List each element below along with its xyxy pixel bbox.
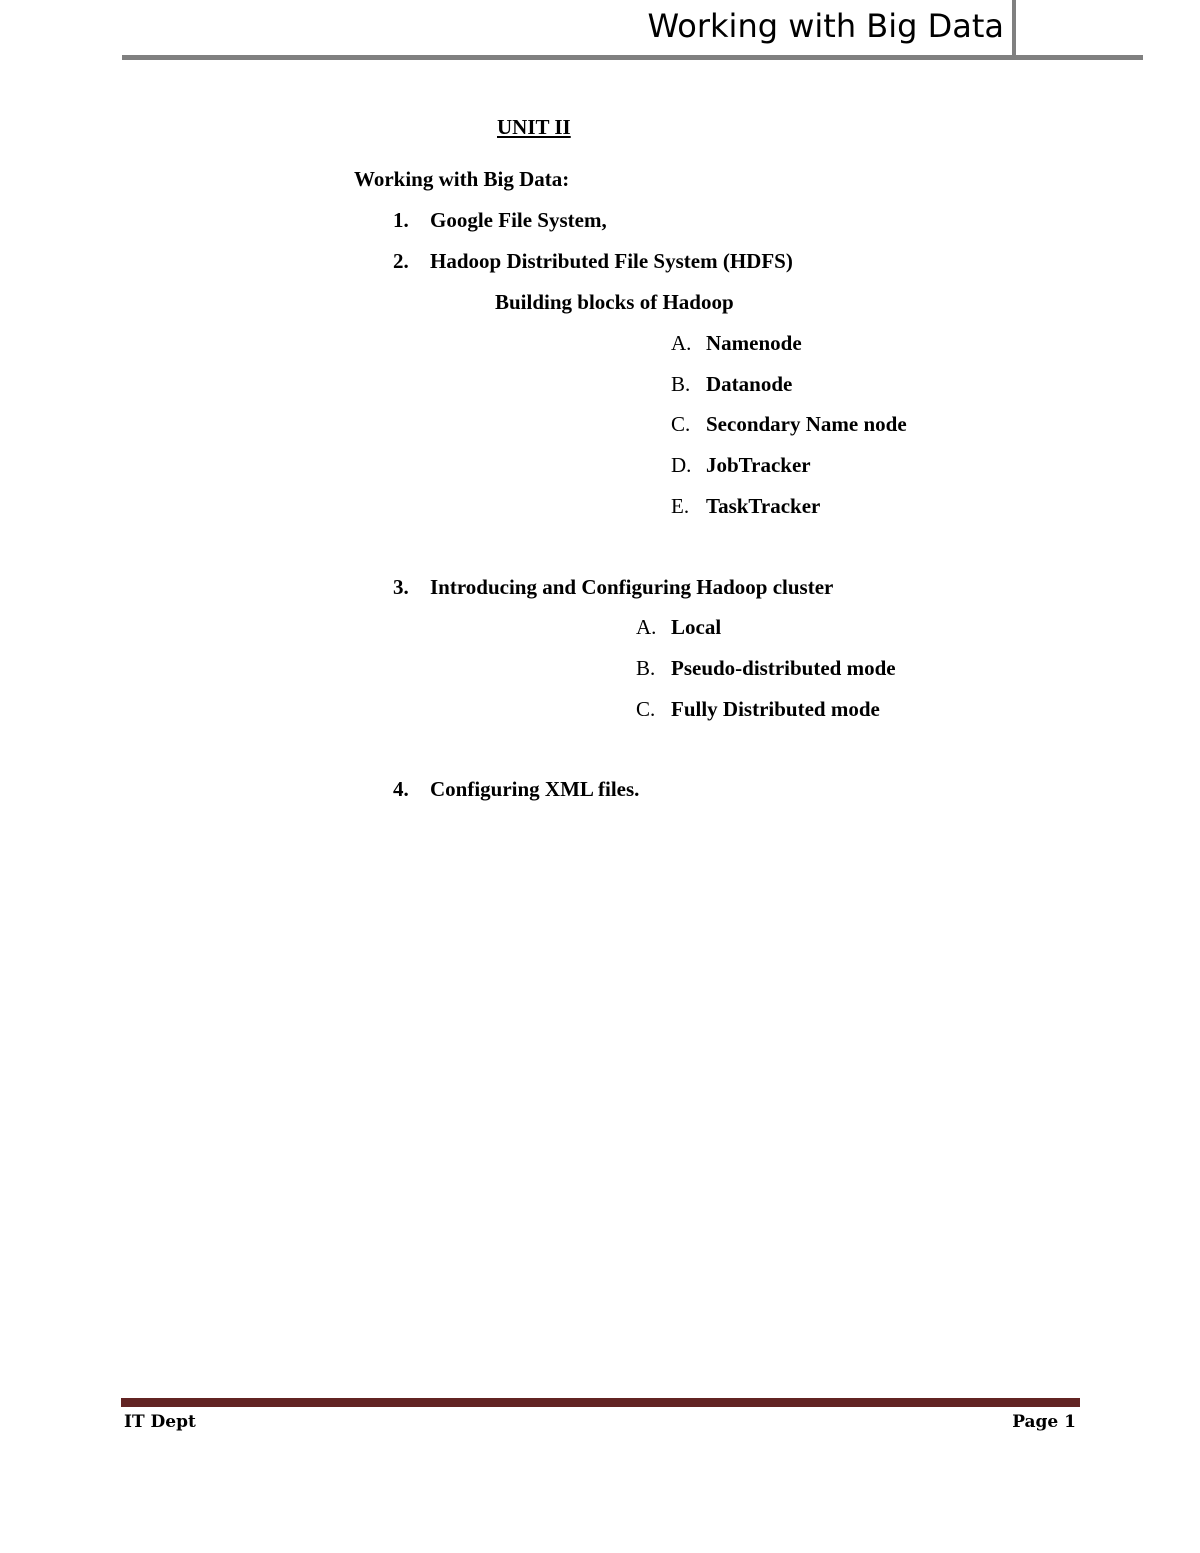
sub-list-item: Secondary Name node xyxy=(706,412,907,436)
sub-list-item: Fully Distributed mode xyxy=(671,697,880,721)
list-item: Introducing and Configuring Hadoop cluster xyxy=(430,575,834,599)
sub-list-item: Local xyxy=(671,615,722,639)
list-item: Hadoop Distributed File System (HDFS) xyxy=(430,249,793,273)
sub-list-item-marker: B. xyxy=(636,656,656,680)
footer-page-number: Page 1 xyxy=(1012,1412,1076,1432)
sub-list-item-marker: A. xyxy=(636,615,657,639)
header-horizontal-rule xyxy=(122,55,1143,60)
sub-list-item: JobTracker xyxy=(706,453,811,477)
sub-list-item: Pseudo-distributed mode xyxy=(671,656,896,680)
header-title: Working with Big Data xyxy=(647,7,1004,45)
sub-list-item: Namenode xyxy=(706,331,802,355)
header-vertical-rule xyxy=(1012,0,1016,56)
sub-list-item-marker: C. xyxy=(636,697,656,721)
sub-list-item-marker: B. xyxy=(671,372,691,396)
footer-department: IT Dept xyxy=(124,1412,196,1432)
sub-list-item-marker: C. xyxy=(671,412,691,436)
unit-heading: UNIT II xyxy=(497,115,571,139)
section-heading: Working with Big Data: xyxy=(354,167,570,191)
list-item-marker: 2. xyxy=(393,249,409,273)
footer-rule xyxy=(121,1398,1080,1407)
sub-list-item: TaskTracker xyxy=(706,494,821,518)
list-item: Configuring XML files. xyxy=(430,777,640,801)
list-item-marker: 4. xyxy=(393,777,409,801)
list-item-marker: 1. xyxy=(393,208,409,232)
list-item-marker: 3. xyxy=(393,575,409,599)
sub-list-item-marker: E. xyxy=(671,494,690,518)
sub-list-item: Datanode xyxy=(706,372,793,396)
hdfs-subheading: Building blocks of Hadoop xyxy=(495,290,734,314)
sub-list-item-marker: A. xyxy=(671,331,692,355)
sub-list-item-marker: D. xyxy=(671,453,692,477)
list-item: Google File System, xyxy=(430,208,607,232)
